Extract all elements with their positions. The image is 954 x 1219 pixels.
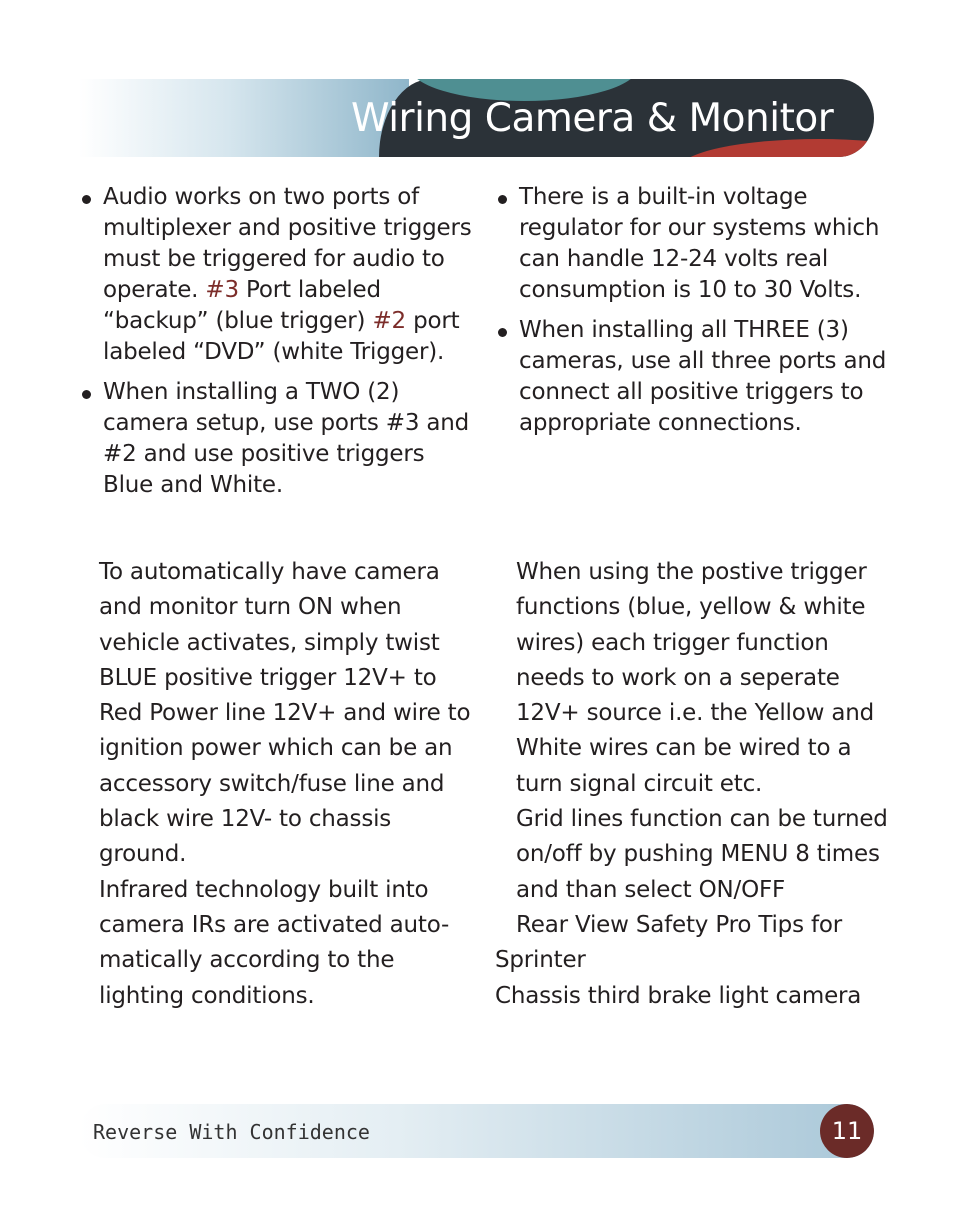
port-number-3: #3 [205, 277, 239, 303]
bullet-voltage-regulator: There is a built-in voltage regulator for our systems which can handle 12-24 volts real consumption is 10 to 30 Volts. [495, 182, 890, 306]
grid-lines-paragraph: Grid lines function can be turned on/off by pushing MENU 8 times and than select ON/OFF [516, 806, 888, 903]
bullet-audio-ports: Audio works on two ports of multiplexer and positive triggers must be triggered for audio to operate. #3 Port labeled “backup” (blue trigger) #2 port labeled “DVD” (white Trigger). [79, 182, 474, 368]
page-number-badge: 11 [820, 1104, 874, 1158]
bullet-dot [82, 390, 91, 399]
port-number-2: #2 [372, 308, 406, 334]
pro-tips-heading: Rear View Safety Pro Tips for [516, 911, 842, 938]
bullet-dot [82, 195, 91, 204]
bullet-two-camera-setup: When installing a TWO (2) camera setup, use ports #3 and #2 and use positive triggers Blue and White. [79, 377, 474, 501]
right-body-text [495, 555, 890, 1014]
infrared-paragraph: Infrared technology built into camera IRs are activated auto-matically according to the lighting conditions. [99, 876, 450, 1009]
bullet-dot [498, 195, 507, 204]
bullet-three-camera-setup: When installing all THREE (3) cameras, use all three ports and connect all positive triggers to appropriate connections. [495, 315, 890, 439]
trigger-functions-paragraph: When using the postive trigger functions (blue, yellow & white wires) each trigger function needs to work on a seperate 12V+ source i.e. the Yellow and White wires can be wired to a turn signal circuit etc. [516, 559, 874, 797]
header-banner [79, 79, 874, 157]
footer-bar [79, 1104, 874, 1158]
page-title: Wiring Camera & Monitor [351, 96, 834, 141]
bullet-dot [498, 328, 507, 337]
brake-light-camera-label: Chassis third brake light camera [495, 982, 862, 1009]
right-bullet-column [495, 182, 890, 448]
left-bullet-column [79, 182, 474, 510]
auto-on-paragraph: To automatically have camera and monitor turn ON when vehicle activates, simply twist BLUE positive trigger 12V+ to Red Power line 12V+ and wire to ignition power which can be an accessory switch/fuse line and black wire 12V- to chassis ground. [99, 559, 471, 868]
footer-tagline: Reverse With Confidence [93, 1120, 370, 1144]
left-body-text [99, 555, 474, 1014]
sprinter-label: Sprinter [495, 947, 586, 974]
